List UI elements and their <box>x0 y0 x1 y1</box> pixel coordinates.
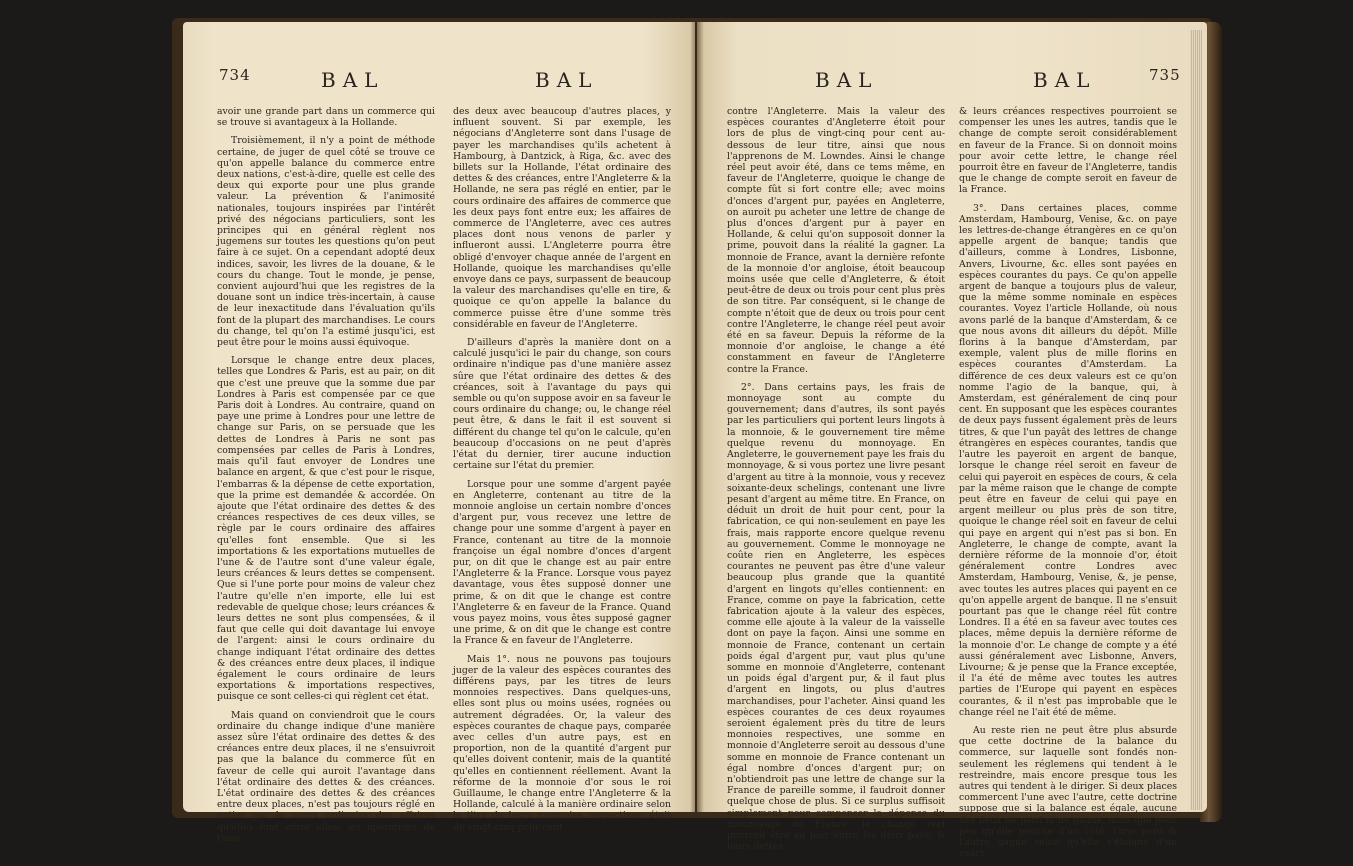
paragraph: & leurs créances respectives pourroient se compenser les unes les autres, tandis que le change de compte seroit considérablement en faveur de la France. Si on donnoit moins pour avoir cette lettre, le change réel pourroit être en faveur de l'Angleterre, tandis que le change de compte seroit en faveur de la France. <box>959 106 1177 196</box>
paragraph: des deux avec beaucoup d'autres places, y influent souvent. Si par exemple, les négocians d'Angleterre sont dans l'usage de payer les marchandises qu'ils achetent à Hambourg, à Dantzick, à Riga, &c. avec des billets sur la Hollande, l'état ordinaire des dettes & des créances, entre l'Angleterre & la Hollande, ne sera pas réglé en entier, par le cours ordinaire des affaires de commerce que les deux pays font entre eux; les affaires de commerce de l'Angleterre, avec ces autres places dont nous venons de parler y influeront aussi. L'Angleterre pourra être obligé d'envoyer chaque année de l'argent en Hollande, quoique les marchandises qu'elle envoye dans ce pays, surpassent de beaucoup la valeur des marchandises qu'elle en tire, & quoique ce qu'on appelle la balance du commerce puisse être d'une somme très considérable en faveur de l'Angleterre. <box>453 106 671 330</box>
paragraph: Lorsque le change entre deux places, telles que Londres & Paris, est au pair, on dit que c'est une preuve que la somme due par Londres à Paris est compensée par ce que Paris doit à Londres. Au contraire, quand on paye une prime à Londres pour une lettre de change sur Paris, on se persuade que les dettes de Londres à Paris ne sont pas compensées par celles de Paris à Londres, mais qu'il faut envoyer de Londres une balance en argent, & que c'est pour le risque, l'embarras & la dépense de cette exportation, que la prime est demandée & accordée. On ajoute que l'état ordinaire des dettes & des créances respectives de ces deux villes, se règle par le cours ordinaire des affaires qu'elles font ensemble. Que si les importations & les exportations mutuelles de l'une & de l'autre sont d'une valeur égale, leurs créances & leurs dettes se compensent. Que si l'une porte pour moins de valeur chez l'autre qu'elle n'en importe, elle lui est redevable de quelque chose; leurs créances & leurs dettes ne sont plus compensées, & il faut que celle qui doit davantage lui envoye de l'argent: ainsi le cours ordinaire du change indiquant l'état ordinaire des dettes & des créances entre deux places, il indique également le cours ordinaire de leurs exportations & importations respectives, puisque ce sont celles-ci qui règlent cet état. <box>217 355 435 703</box>
running-head: BAL <box>321 68 385 92</box>
paragraph: 3°. Dans certaines places, comme Amsterdam, Hambourg, Venise, &c. on paye les lettres-de-change étrangères en ce qu'on appelle argent de banque; tandis que d'ailleurs, comme à Londres, Lisbonne, Anvers, Livourne, &c. elles sont payées en espèces courantes du pays. Ce qu'on appelle argent de banque a toujours plus de valeur, que la même somme nominale en espèces courantes. Voyez l'article Hollande, où nous avons parlé de la banque d'Amsterdam, & ce que nous avons dit ailleurs du dépôt. Mille florins à la banque d'Amsterdam, par exemple, valent plus de mille florins en espèces courantes d'Amsterdam. La différence de ces deux valeurs est ce qu'on nomme l'agio de la banque, qui, à Amsterdam, est généralement de cinq pour cent. En supposant que les espèces courantes de deux pays fussent également près de leurs titres, & que l'un payât des lettres de change étrangères en espèces courantes, tandis que l'autre les payeroit en argent de banque, lorsque le change réel seroit en faveur de celui qui payeroit en espèces de cours, & cela par la même raison que le change de compte peut être en faveur de celui qui paye en argent meilleur ou plus près de son titre, quoique le change réel soit en faveur de celui qui paye en argent qui n'est pas si bon. En Angleterre, le change de compte, avant la dernière réforme de la monnoie d'or, étoit généralement contre Londres avec Amsterdam, Hambourg, Venise, &, je pense, avec toutes les autres places qui payent en ce qu'on appelle argent de banque. Il ne s'ensuit pourtant pas que le change réel fût contre Londres. Il a été en sa faveur avec toutes ces places, même depuis la dernière réforme de la monnoie d'or. Le change de compte y a été aussi généralement avec Lisbonne, Anvers, Livourne; & je pense que la France exceptée, il l'a été de même avec toutes les autres parties de l'Europe qui payent en espèces courantes, & il n'est pas improbable que le change réel ne l'ait été de même. <box>959 202 1177 718</box>
right-page <box>697 22 1207 860</box>
text-column <box>959 106 1177 866</box>
page-edges <box>1190 30 1202 810</box>
paragraph: Au reste rien ne peut être plus absurde que cette doctrine de la balance du commerce, sur laquelle sont fondés non-seulement les réglemens qui tendent à le restreindre, mais encore presque tous les autres qui tendent à le diriger. Si deux places commercent l'une avec l'autre, cette doctrine suppose que si la balance est égale, aucune des deux ne perd ni ne gagne, mais que pour peu qu'elle penche d'un côté, l'une perd & l'autre gagne selon qu'elle s'éloigne d'un exact <box>959 724 1177 860</box>
paragraph: D'ailleurs d'après la manière dont on a calculé jusqu'ici le pair du change, son cours ordinaire n'indique pas d'une manière assez sûre que l'état ordinaire des dettes & des créances, soit à l'avantage du pays qui semble ou qu'on suppose avoir en sa faveur le cours ordinaire du change; ou, le change réel peut être, & dans le fait il est souvent si différent du change tel qu'on le calcule, qu'en beaucoup d'occasions on ne peut d'après l'état du dernier, tirer aucune induction certaine sur l'état du premier. <box>453 337 671 472</box>
running-head: BAL <box>815 68 879 92</box>
left-page <box>183 22 695 844</box>
book-gutter <box>690 22 704 812</box>
text-column <box>727 106 945 859</box>
paragraph: Lorsque pour une somme d'argent payée en Angleterre, contenant au titre de la monnoie angloise un certain nombre d'onces d'argent pur, vous recevez une lettre de change pour une somme d'argent à payer en France, contenant au titre de la monnoie françoise un égal nombre d'onces d'argent pur, on dit que le change est au pair entre l'Angleterre & la France. Lorsque vous payez davantage, vous êtes supposé donner une prime, & on dit que le change est contre l'Angleterre & en faveur de la France. Quand vous payez moins, vous êtes supposé gagner une prime, & on dit que le change est contre la France & en faveur de l'Angleterre. <box>453 478 671 647</box>
text-column <box>453 106 671 840</box>
text-column <box>217 106 435 851</box>
running-head: BAL <box>535 68 599 92</box>
paragraph: Troisièmement, il n'y a point de méthode certaine, de juger de quel côté se trouve ce qu'on appelle balance du commerce entre deux nations, c'est-à-dire, quelle est celle des deux qui exporte pour une plus grande valeur. La prévention & l'animosité nationales, toujours inspirées par l'intérêt privé des négocians particuliers, sont les principes qui en général règlent nos jugemens sur toutes les questions qu'on peut faire à ce sujet. On a cependant adopté deux indices, savoir, les livres de la douane, & le cours du change. Tout le monde, je pense, convient aujourd'hui que les registres de la douane sont un indice très-incertain, à cause de leur inexactitude dans l'évaluation qu'ils font de la plupart des marchandises. Le cours du change, tel qu'on l'a estimé jusqu'ici, est peut être pour le moins aussi équivoque. <box>217 135 435 349</box>
page-number: 734 <box>219 66 251 84</box>
paragraph: Mais 1°. nous ne pouvons pas toujours juger de la valeur des espèces courantes des différens pays, par les titres de leurs monnoies respectives. Dans quelques-uns, elles sont plus ou moins usées, rognées ou autrement dégradées. Or, la valeur des espèces courantes de chaque pays, comparée avec celles d'un autre pays, est en proportion, non de la quantité d'argent pur qu'elles doivent contenir, mais de la quantité qu'elles en contiennent réellement. Avant la réforme de la monnoie d'or sous le roi Guillaume, le change entre l'Angleterre & la Hollande, calculé à la manière ordinaire selon le titre de leurs monnoies respectives, étoit de vingt-cinq pour cent <box>453 653 671 833</box>
paragraph: Mais quand on conviendroit que le cours ordinaire du change indique d'une manière assez sûre l'état ordinaire des dettes & des créances entre deux places, il ne s'ensuivroit pas que la balance du commerce fût en faveur de celle qui auroit l'avantage dans l'état ordinaire des dettes & des créances. L'état ordinaire des dettes & des créances entre deux places, n'est pas toujours réglé en entier par le cours ordinaire des affaires qu'elles font entre elles; les opérations de l'une <box>217 709 435 844</box>
paragraph: avoir une grande part dans un commerce qui se trouve si avantageux à la Hollande. <box>217 106 435 129</box>
running-head: BAL <box>1033 68 1097 92</box>
paragraph: contre l'Angleterre. Mais la valeur des espèces courantes d'Angleterre étoit pour lors de plus de vingt-cinq pour cent au-dessous de leur titre, ainsi que nous l'apprenons de M. Lowndes. Ainsi le change réel peut avoir été, dans ce tems même, en faveur de l'Angleterre, quoique le change de compte fût si fort contre elle; avec moins d'onces d'argent pur, payées en Angleterre, on auroit pu acheter une lettre de change de plus d'onces d'argent pur à payer en Hollande, & celui qu'on supposoit donner la prime, pouvoit dans la réalité la gagner. La monnoie de France, avant la dernière refonte de la monnoie d'or angloise, étoit beaucoup moins usée que celle d'Angleterre, & étoit peut-être de deux ou trois pour cent plus près de son titre. Par conséquent, si le change de compte n'étoit que de deux ou trois pour cent contre l'Angleterre, le change réel peut avoir été en sa faveur. Depuis la réforme de la monnoie d'or angloise, le change a été constamment en faveur de l'Angleterre contre la France. <box>727 106 945 375</box>
page-number: 735 <box>1149 66 1181 84</box>
paragraph: 2°. Dans certains pays, les frais de monnoyage sont au compte du gouvernement; dans d'autres, ils sont payés par les particuliers qui portent leurs lingots à la monnoie, & le gouvernement tire même quelque revenu du monnoyage. En Angleterre, le gouvernement paye les frais du monnoyage, & si vous portez une livre pesant d'argent au titre à la monnoie, vous y recevez soixante-deux schelings, contenant une livre pesant d'argent au même titre. En France, on déduit un droit de huit pour cent, pour la fabrication, ce qui non-seulement en paye les frais, mais rapporte encore quelque revenu au gouvernement. Comme le monnoyage ne coûte rien en Angleterre, les espèces courantes ne peuvent pas être d'une valeur beaucoup plus grande que la quantité d'argent en lingots qu'elles contiennent: en France, comme on paye la fabrication, cette fabrication ajoute à la valeur des espèces, comme elle ajoute à la valeur de la vaisselle dont on paye la façon. Ainsi une somme en monnoie de France, contenant un certain poids égal d'argent pur, vaut plus qu'une somme en monnoie d'Angleterre, contenant un poids égal d'argent pur, & il faut plus d'argent en lingots, ou plus d'autres marchandises, pour l'acheter. Ainsi quand les espèces courantes de ces deux royaumes seroient également près du titre de leurs monnoies respectives, une somme en monnoie d'Angleterre seroit au dessous d'une somme en monnoie de France contenant un égal nombre d'onces d'argent pur; on n'obtiendroit pas une lettre de change sur la France de pareille somme, il faudroit donner quelque chose de plus. Si ce surplus suffisoit simplement pour compenser la dépense du monnoyage de France, le change réel pourroit être au pair entre les deux pays, & leurs dettes <box>727 381 945 853</box>
